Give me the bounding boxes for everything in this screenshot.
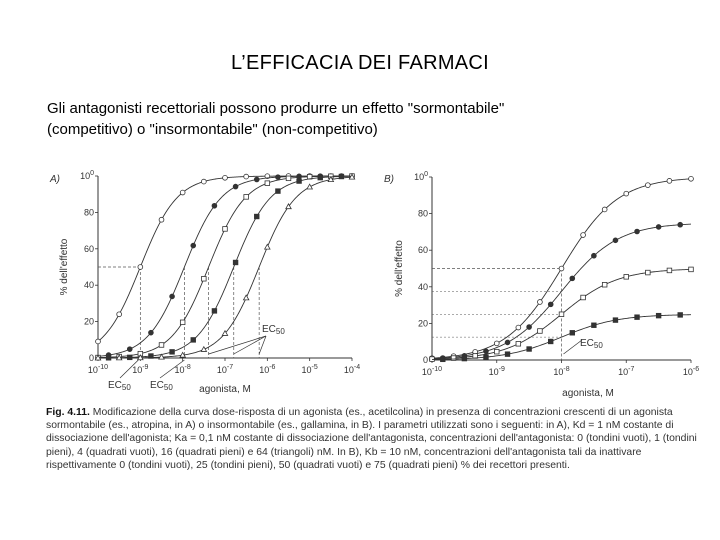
open-square-marker <box>286 176 291 181</box>
y-axis-label: % dell'effetto <box>59 238 70 296</box>
filled-circle-marker <box>635 229 640 234</box>
x-axis-label: agonista, M <box>562 388 614 399</box>
open-square-marker <box>689 267 694 272</box>
filled-circle-marker <box>591 253 596 258</box>
open-square-marker <box>559 312 564 317</box>
y-tick-label: 0 <box>422 355 428 365</box>
filled-circle-marker <box>570 276 575 281</box>
open-circle-marker <box>624 191 629 196</box>
open-triangle-marker <box>243 295 248 300</box>
y-tick-label: 80 <box>83 207 94 218</box>
filled-circle-marker <box>527 325 532 330</box>
open-square-marker <box>581 295 586 300</box>
filled-square-marker <box>170 350 175 355</box>
filled-circle-marker <box>276 175 281 180</box>
open-circle-marker <box>667 178 672 183</box>
open-circle-marker <box>117 312 122 317</box>
open-square-marker <box>180 320 185 325</box>
x-tick-label: $10^{-8}$ <box>174 364 191 375</box>
ec50-pointer <box>259 336 266 354</box>
x-tick-label: $10^{-8}$ <box>553 366 570 377</box>
x-tick-label: $10^{-6}$ <box>259 364 276 375</box>
ec50-pointer <box>234 336 266 354</box>
y-tick-label: 60 <box>83 243 94 254</box>
y-tick-label: 20 <box>417 318 428 329</box>
caption-text: Modificazione della curva dose-risposta di un agonista (es., acetilcolina) in presenza di concentrazioni crescenti di un agonista sormontabile (es., atropina, in A) o insormontabile (es., gallamina, in B). I parametri utilizzati sono i seguenti: in A), Kd = 1 nM costante di dissociazione dell'agonista; Ka = 0,1 nM costante di dissociazione dell'antagonista, concentrazioni dell'antagonista: 0 (tondini vuoti), 1 (tondini pieni), 4 (quadrati vuoti), 16 (quadrati pieni) e 64 (triangoli) nM. In B), Kb = 10 nM, concentrazioni dell'antagonista tali da inattivare rispettivamente 0 (tondini vuoti), 25 (tondini pieni), 50 (quadrati vuoti) e 75 (quadrati pieni) % dei recettori presenti. <box>46 407 697 471</box>
open-square-marker <box>494 349 499 354</box>
filled-square-marker <box>570 330 575 335</box>
open-circle-marker <box>689 176 694 181</box>
filled-circle-marker <box>127 347 132 352</box>
open-circle-marker <box>581 233 586 238</box>
x-axis-label: agonista, M <box>199 384 251 395</box>
filled-square-marker <box>635 315 640 320</box>
filled-square-marker <box>127 355 132 360</box>
curve-open-circle <box>98 176 352 341</box>
ec50-label: $EC_{50}$ <box>580 338 603 350</box>
open-square-marker <box>202 276 207 281</box>
y-tick-label: 20 <box>83 316 94 327</box>
open-square-marker <box>223 227 228 232</box>
open-circle-marker <box>516 325 521 330</box>
filled-circle-marker <box>149 330 154 335</box>
filled-circle-marker <box>233 184 238 189</box>
filled-square-marker <box>484 355 489 360</box>
filled-square-marker <box>656 313 661 318</box>
filled-circle-marker <box>254 177 259 182</box>
filled-circle-marker <box>613 238 618 243</box>
open-circle-marker <box>645 183 650 188</box>
filled-square-marker <box>548 339 553 344</box>
open-square-marker <box>159 343 164 348</box>
open-circle-marker <box>201 179 206 184</box>
filled-circle-marker <box>678 222 683 227</box>
panel-a <box>49 170 360 395</box>
ec50-label: $EC_{50}$ <box>262 324 285 336</box>
x-tick-label: $10^{-5}$ <box>301 364 318 375</box>
filled-square-marker <box>191 338 196 343</box>
open-circle-marker <box>602 207 607 212</box>
ec50-label: $EC_{50}$ <box>108 380 131 392</box>
open-circle-marker <box>180 190 185 195</box>
x-tick-label: $10^{-4}$ <box>343 364 361 375</box>
filled-square-marker <box>527 347 532 352</box>
open-square-marker <box>516 341 521 346</box>
filled-square-marker <box>254 214 259 219</box>
filled-square-marker <box>678 313 683 318</box>
filled-square-marker <box>505 352 510 357</box>
filled-square-marker <box>276 189 281 194</box>
open-triangle-marker <box>307 184 312 189</box>
filled-square-marker <box>440 357 445 362</box>
x-tick-label: $10^{-9}$ <box>132 364 149 375</box>
x-tick-label: $10^{-9}$ <box>488 366 505 377</box>
intro-line-2: (competitivo) o "insormontabile" (non-competitivo) <box>47 121 378 138</box>
filled-square-marker <box>592 323 597 328</box>
filled-square-marker <box>233 260 238 265</box>
open-circle-marker <box>559 266 564 271</box>
filled-circle-marker <box>297 174 302 179</box>
filled-circle-marker <box>548 302 553 307</box>
filled-square-marker <box>318 175 323 180</box>
y-tick-label: 80 <box>417 208 428 219</box>
filled-circle-marker <box>212 203 217 208</box>
x-tick-label: $10^{-10}$ <box>421 366 443 377</box>
caption-lead: Fig. 4.11. <box>46 407 90 418</box>
y-tick-label: $10^0$ <box>80 170 94 181</box>
filled-circle-marker <box>505 340 510 345</box>
filled-circle-marker <box>191 243 196 248</box>
y-axis-label: % dell'effetto <box>394 240 405 297</box>
filled-square-marker <box>613 318 618 323</box>
y-tick-label: $10^0$ <box>414 171 428 182</box>
x-tick-label: $10^{-7}$ <box>216 364 234 375</box>
panel-label: A) <box>50 174 60 185</box>
open-square-marker <box>624 275 629 280</box>
y-tick-label: 60 <box>417 245 428 256</box>
filled-square-marker <box>462 356 467 361</box>
filled-circle-marker <box>484 349 489 354</box>
intro-line-1: Gli antagonisti recettoriali possono produrre un effetto "sormontabile" <box>47 100 505 117</box>
y-tick-label: 40 <box>83 280 94 291</box>
ec50-label: $EC_{50}$ <box>150 380 173 392</box>
open-circle-marker <box>159 217 164 222</box>
open-square-marker <box>602 282 607 287</box>
x-tick-label: $10^{-6}$ <box>682 366 700 377</box>
open-circle-marker <box>138 265 143 270</box>
ec50-pointer <box>209 336 266 354</box>
x-tick-label: $10^{-10}$ <box>87 364 109 375</box>
open-circle-marker <box>96 339 101 344</box>
open-square-marker <box>646 270 651 275</box>
open-circle-marker <box>244 174 249 179</box>
open-square-marker <box>265 181 270 186</box>
open-square-marker <box>244 195 249 200</box>
open-square-marker <box>538 329 543 334</box>
open-circle-marker <box>494 341 499 346</box>
filled-square-marker <box>297 179 302 184</box>
page-title: L’EFFICACIA DEI FARMACI <box>230 52 490 74</box>
filled-square-marker <box>212 309 217 314</box>
open-triangle-marker <box>265 244 270 249</box>
curve-filled-circle <box>98 176 352 356</box>
y-tick-label: 0 <box>88 353 94 363</box>
panel-b <box>384 171 699 399</box>
open-circle-marker <box>223 175 228 180</box>
open-square-marker <box>451 356 456 361</box>
panel-label: B) <box>384 174 394 185</box>
figure-caption <box>46 406 710 472</box>
filled-circle-marker <box>656 225 661 230</box>
open-square-marker <box>667 268 672 273</box>
y-tick-label: 40 <box>417 281 428 292</box>
open-circle-marker <box>538 300 543 305</box>
x-tick-label: $10^{-7}$ <box>618 366 635 377</box>
filled-circle-marker <box>170 294 175 299</box>
